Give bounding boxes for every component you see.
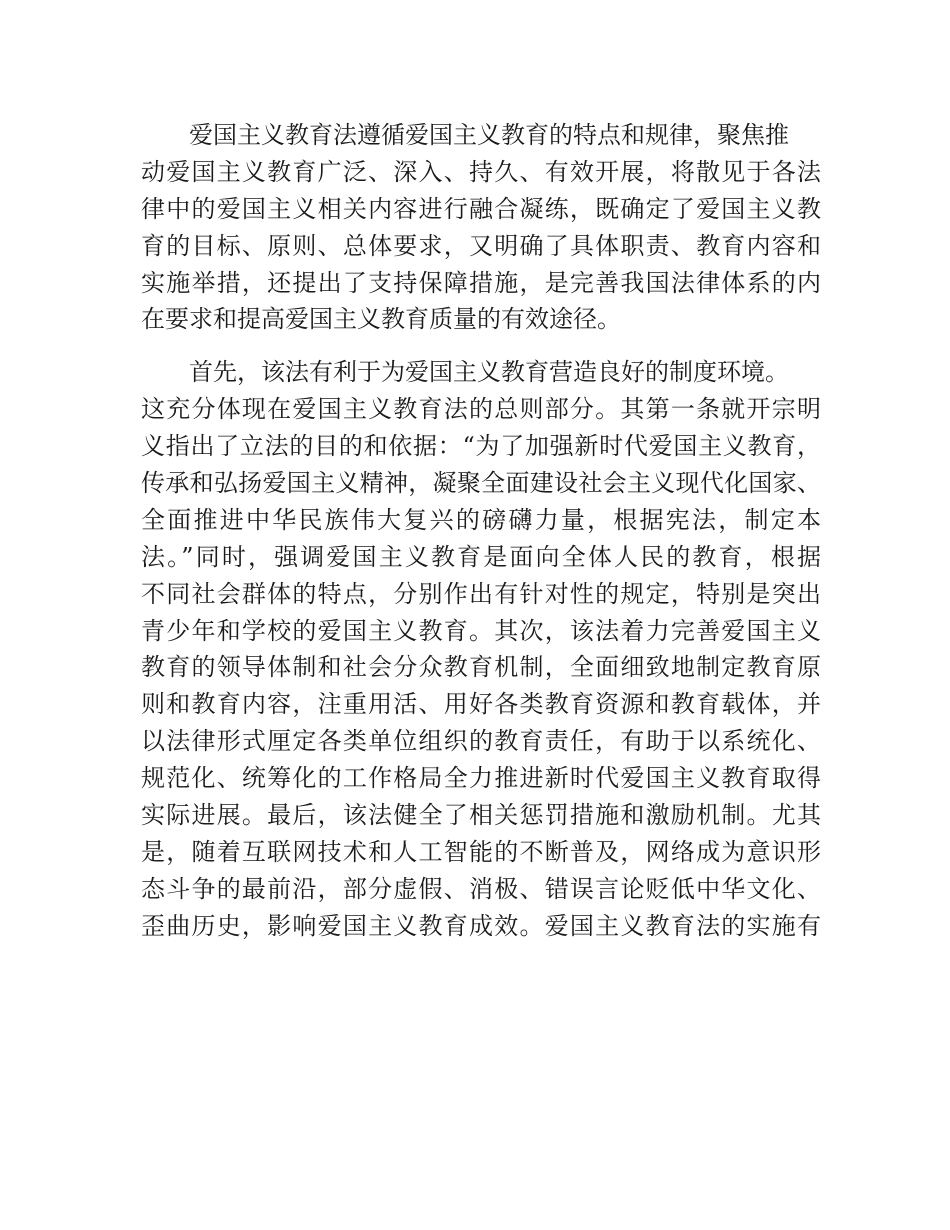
text-line: 歪曲历史，影响爱国主义教育成效。爱国主义教育法的实施有 [141,911,821,940]
text-line: 实施举措，还提出了支持保障措施，是完善我国法律体系的内 [141,268,821,297]
text-line: 全面推进中华民族伟大复兴的磅礴力量，根据宪法，制定本 [141,505,821,534]
text-line: 则和教育内容，注重用活、用好各类教育资源和教育载体，并 [141,690,821,719]
text-line: 爱国主义教育法遵循爱国主义教育的特点和规律，聚焦推 [189,121,789,149]
text-line: 实际进展。最后，该法健全了相关惩罚措施和激励机制。尤其 [141,801,821,830]
document-body [141,117,821,945]
text-line: 动爱国主义教育广泛、深入、持久、有效开展，将散见于各法 [141,157,821,186]
text-line: 规范化、统筹化的工作格局全力推进新时代爱国主义教育取得 [141,764,821,793]
text-line: 法。”同时，强调爱国主义教育是面向全体人民的教育，根据 [141,542,821,571]
paragraph-2 [141,354,821,944]
text-line: 青少年和学校的爱国主义教育。其次，该法着力完善爱国主义 [141,616,821,645]
text-line: 这充分体现在爱国主义教育法的总则部分。其第一条就开宗明 [141,395,821,424]
text-line: 是，随着互联网技术和人工智能的不断普及，网络成为意识形 [141,837,821,866]
text-line: 态斗争的最前沿，部分虚假、消极、错误言论贬低中华文化、 [141,874,821,903]
text-line: 教育的领导体制和社会分众教育机制，全面细致地制定教育原 [141,653,821,682]
text-line: 义指出了立法的目的和依据：“为了加强新时代爱国主义教育， [141,432,821,461]
text-line: 不同社会群体的特点，分别作出有针对性的规定，特别是突出 [141,579,821,608]
text-line: 以法律形式厘定各类单位组织的教育责任，有助于以系统化、 [141,727,821,756]
text-line: 首先，该法有利于为爱国主义教育营造良好的制度环境。 [189,358,789,387]
text-line: 律中的爱国主义相关内容进行融合凝练，既确定了爱国主义教 [141,194,821,223]
paragraph-1 [141,117,821,338]
text-line: 传承和弘扬爱国主义精神，凝聚全面建设社会主义现代化国家、 [141,469,821,498]
text-line: 育的目标、原则、总体要求，又明确了具体职责、教育内容和 [141,231,821,260]
text-line: 在要求和提高爱国主义教育质量的有效途径。 [141,305,621,334]
paragraph-spacer [141,338,821,354]
